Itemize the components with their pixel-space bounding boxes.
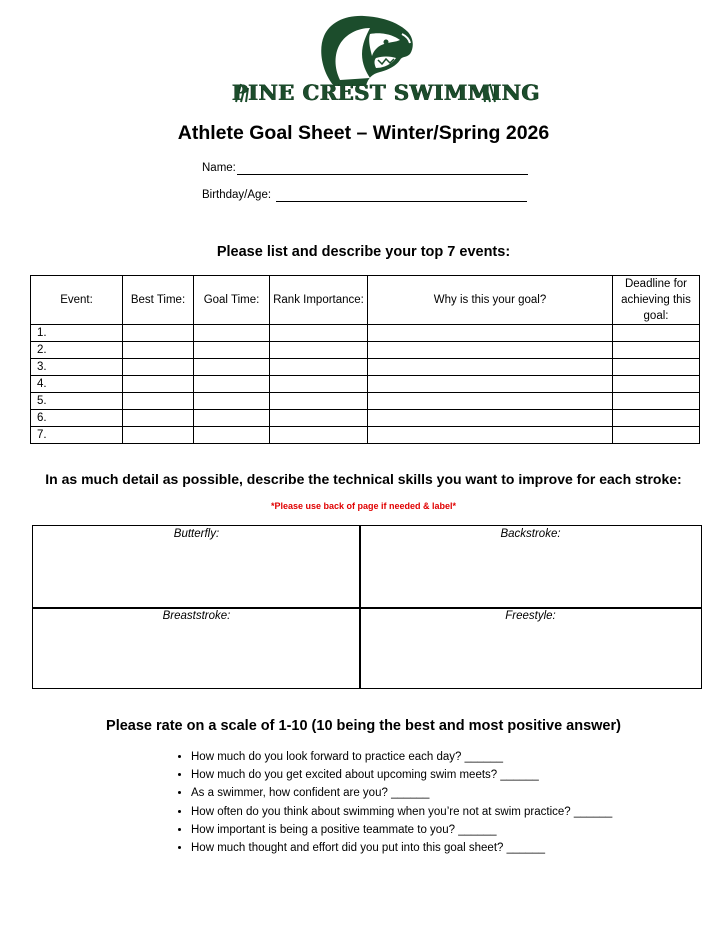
event-cell[interactable]: 3.	[31, 359, 123, 376]
rating-question[interactable]: • How important is being a positive teammate to you? ______	[191, 821, 612, 839]
column-header-goal-time: Goal Time:	[194, 276, 270, 325]
deadline-cell[interactable]	[613, 342, 700, 359]
goal-time-cell[interactable]	[194, 427, 270, 444]
event-cell[interactable]: 4.	[31, 376, 123, 393]
column-header-event: Event:	[31, 276, 123, 325]
best-time-cell[interactable]	[123, 393, 194, 410]
birthday-age-label: Birthday/Age:	[202, 189, 272, 201]
deadline-cell[interactable]	[613, 393, 700, 410]
why-cell[interactable]	[368, 342, 613, 359]
name-label: Name:	[202, 162, 236, 174]
rank-cell[interactable]	[270, 342, 368, 359]
deadline-cell[interactable]	[613, 359, 700, 376]
backstroke-label: Backstroke:	[500, 528, 561, 540]
goal-time-cell[interactable]	[194, 359, 270, 376]
why-cell[interactable]	[368, 359, 613, 376]
panther-head-logo-icon	[312, 12, 416, 88]
best-time-cell[interactable]	[123, 427, 194, 444]
table-row	[31, 325, 700, 342]
freestyle-box[interactable]	[359, 607, 702, 689]
event-cell[interactable]: 7.	[31, 427, 123, 444]
deadline-cell[interactable]	[613, 325, 700, 342]
best-time-cell[interactable]	[123, 410, 194, 427]
why-cell[interactable]	[368, 376, 613, 393]
butterfly-box[interactable]	[32, 525, 361, 609]
rank-cell[interactable]	[270, 427, 368, 444]
backstroke-box[interactable]	[359, 525, 702, 609]
breaststroke-box[interactable]	[32, 607, 361, 689]
event-cell[interactable]: 6.	[31, 410, 123, 427]
rating-question[interactable]: • As a swimmer, how confident are you? ______	[191, 784, 612, 802]
table-row	[31, 410, 700, 427]
goal-time-cell[interactable]	[194, 342, 270, 359]
rank-cell[interactable]	[270, 325, 368, 342]
birthday-age-field[interactable]	[276, 201, 527, 202]
column-header-deadline: Deadline for achieving this goal:	[613, 276, 700, 325]
event-cell[interactable]: 1.	[31, 325, 123, 342]
event-cell[interactable]: 5.	[31, 393, 123, 410]
table-row	[31, 376, 700, 393]
rank-cell[interactable]	[270, 359, 368, 376]
name-field[interactable]	[237, 174, 528, 175]
breaststroke-label: Breaststroke:	[162, 610, 231, 622]
page-title: Athlete Goal Sheet – Winter/Spring 2026	[177, 122, 550, 144]
rating-question[interactable]: • How much thought and effort did you put into this goal sheet? ______	[191, 839, 612, 857]
event-cell[interactable]: 2.	[31, 342, 123, 359]
rating-question-list	[150, 748, 612, 857]
why-cell[interactable]	[368, 427, 613, 444]
events-table	[30, 275, 700, 444]
column-header-why-goal: Why is this your goal?	[368, 276, 613, 325]
rank-cell[interactable]	[270, 410, 368, 427]
column-header-best-time: Best Time:	[123, 276, 194, 325]
why-cell[interactable]	[368, 325, 613, 342]
rating-question[interactable]: • How much do you look forward to practice each day? ______	[191, 748, 612, 766]
deadline-cell[interactable]	[613, 410, 700, 427]
logo-wordmark: PINE CREST SWIMMING	[232, 80, 540, 105]
rank-cell[interactable]	[270, 376, 368, 393]
table-row	[31, 393, 700, 410]
butterfly-label: Butterfly:	[173, 528, 220, 540]
freestyle-label: Freestyle:	[505, 610, 556, 622]
goal-time-cell[interactable]	[194, 325, 270, 342]
technical-skills-heading: In as much detail as possible, describe the technical skills you want to improve for each stroke:	[45, 471, 682, 487]
claw-mark-right-icon	[481, 80, 499, 104]
goal-time-cell[interactable]	[194, 410, 270, 427]
table-row	[31, 359, 700, 376]
table-row	[31, 427, 700, 444]
rank-cell[interactable]	[270, 393, 368, 410]
best-time-cell[interactable]	[123, 342, 194, 359]
table-row	[31, 342, 700, 359]
best-time-cell[interactable]	[123, 359, 194, 376]
goal-time-cell[interactable]	[194, 376, 270, 393]
table-header-row	[31, 276, 700, 325]
best-time-cell[interactable]	[123, 376, 194, 393]
why-cell[interactable]	[368, 410, 613, 427]
why-cell[interactable]	[368, 393, 613, 410]
column-header-rank-importance: Rank Importance:	[270, 276, 368, 325]
rating-question[interactable]: • How often do you think about swimming when you’re not at swim practice? ______	[191, 803, 612, 821]
deadline-cell[interactable]	[613, 427, 700, 444]
back-of-page-note: *Please use back of page if needed & label*	[270, 501, 457, 511]
best-time-cell[interactable]	[123, 325, 194, 342]
goal-time-cell[interactable]	[194, 393, 270, 410]
rating-heading: Please rate on a scale of 1-10 (10 being the best and most positive answer)	[106, 718, 621, 734]
deadline-cell[interactable]	[613, 376, 700, 393]
events-heading: Please list and describe your top 7 events:	[216, 244, 511, 260]
rating-question[interactable]: • How much do you get excited about upcoming swim meets? ______	[191, 766, 612, 784]
